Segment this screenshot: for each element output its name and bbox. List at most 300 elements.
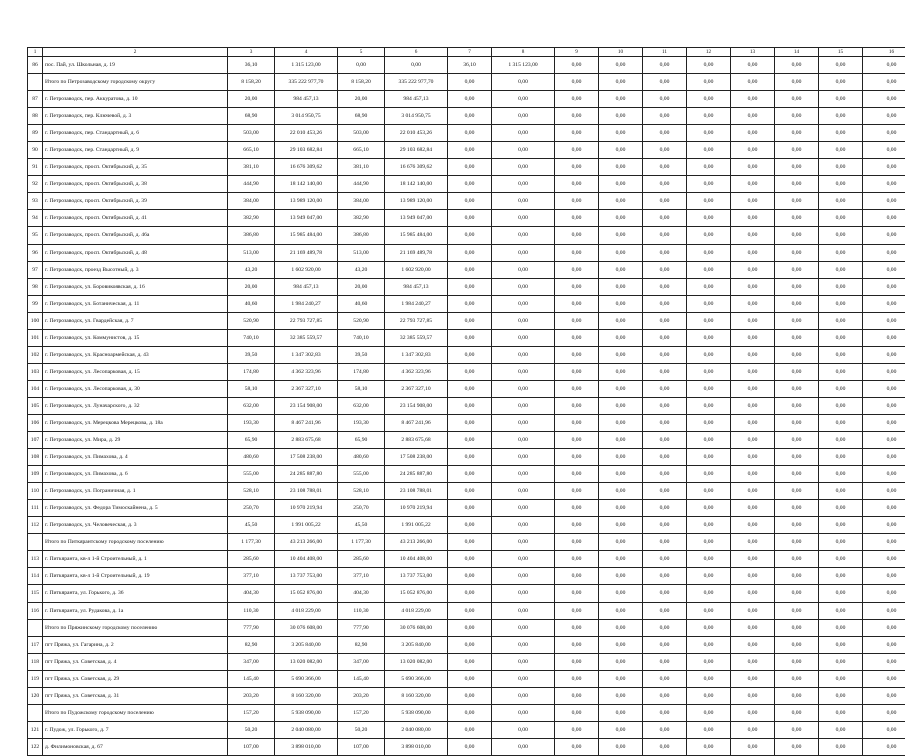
- table-cell: 0,00: [643, 193, 687, 210]
- table-row: [28, 227, 905, 244]
- table-cell: 0,00: [687, 295, 731, 312]
- address-cell: г. Петрозаводск, просп. Октябрьский, д. 39: [43, 193, 228, 210]
- table-cell: 116: [28, 602, 43, 619]
- table-cell: 0,00: [731, 74, 775, 91]
- table-cell: 0,00: [775, 227, 819, 244]
- table-cell: 0,00: [492, 466, 555, 483]
- table-cell: 30 076 608,00: [275, 619, 338, 636]
- table-cell: 503,00: [228, 125, 275, 142]
- table-cell: 520,90: [228, 312, 275, 329]
- table-cell: 3 898 010,00: [275, 738, 338, 755]
- table-row: [28, 432, 905, 449]
- table-cell: 0,00: [599, 483, 643, 500]
- table-cell: 0,00: [599, 261, 643, 278]
- table-cell: 4 362 323,96: [275, 363, 338, 380]
- table-cell: 0,00: [492, 108, 555, 125]
- table-cell: 0,00: [555, 534, 599, 551]
- table-cell: 0,00: [687, 329, 731, 346]
- table-cell: 0,00: [775, 210, 819, 227]
- table-cell: 665,10: [228, 142, 275, 159]
- table-cell: 0,00: [555, 261, 599, 278]
- table-cell: 0,00: [643, 380, 687, 397]
- table-cell: 0,00: [819, 244, 863, 261]
- address-cell: пгт Пряжа, ул. Советская, д. 31: [43, 687, 228, 704]
- table-cell: 18 142 140,00: [385, 176, 448, 193]
- table-cell: 777,90: [228, 619, 275, 636]
- table-cell: 5 938 090,00: [385, 704, 448, 721]
- table-cell: 0,00: [492, 602, 555, 619]
- table-cell: 0,00: [555, 432, 599, 449]
- table-cell: 0,00: [731, 57, 775, 74]
- table-cell: 29 103 682,84: [385, 142, 448, 159]
- table-cell: 0,00: [687, 687, 731, 704]
- table-cell: 0,00: [775, 585, 819, 602]
- table-cell: 0,00: [863, 636, 905, 653]
- table-cell: 0,00: [448, 363, 492, 380]
- table-cell: 0,00: [731, 125, 775, 142]
- address-cell: г. Петрозаводск, просп. Октябрьский, д. 38: [43, 176, 228, 193]
- table-cell: 0,00: [492, 227, 555, 244]
- table-cell: 0,00: [492, 483, 555, 500]
- table-cell: 0,00: [448, 295, 492, 312]
- table-cell: 23 108 788,01: [275, 483, 338, 500]
- table-cell: 16 676 309,62: [385, 159, 448, 176]
- table-cell: 8 160 320,00: [275, 687, 338, 704]
- table-cell: 113: [28, 551, 43, 568]
- table-cell: 13 020 082,00: [275, 653, 338, 670]
- table-cell: 0,00: [599, 363, 643, 380]
- table-cell: 0,00: [731, 483, 775, 500]
- table-cell: 0,00: [819, 91, 863, 108]
- table-cell: 0,00: [687, 653, 731, 670]
- table-cell: 0,00: [863, 176, 905, 193]
- table-cell: 0,00: [448, 380, 492, 397]
- table-cell: 0,00: [643, 278, 687, 295]
- table-cell: 0,00: [819, 534, 863, 551]
- table-cell: 384,00: [338, 193, 385, 210]
- table-cell: 8 158,20: [338, 74, 385, 91]
- table-cell: 0,00: [643, 91, 687, 108]
- table-cell: 0,00: [599, 636, 643, 653]
- table-cell: 0,00: [643, 125, 687, 142]
- table-cell: 0,00: [863, 432, 905, 449]
- table-cell: 1 177,30: [338, 534, 385, 551]
- table-cell: 0,00: [687, 193, 731, 210]
- table-cell: 36,10: [448, 57, 492, 74]
- table-cell: 0,00: [775, 738, 819, 755]
- table-cell: 382,90: [228, 210, 275, 227]
- address-cell: г. Петрозаводск, пер. Аккуратова, д. 10: [43, 91, 228, 108]
- table-cell: 106: [28, 414, 43, 431]
- table-cell: 0,00: [492, 125, 555, 142]
- table-cell: 0,00: [555, 329, 599, 346]
- table-cell: 0,00: [643, 687, 687, 704]
- table-cell: 0,00: [687, 312, 731, 329]
- table-cell: 10 970 219,94: [275, 500, 338, 517]
- table-cell: 105: [28, 397, 43, 414]
- table-row: [28, 414, 905, 431]
- table-cell: 0,00: [687, 449, 731, 466]
- table-cell: 107: [28, 432, 43, 449]
- table-cell: 0,00: [448, 159, 492, 176]
- table-row: [28, 738, 905, 755]
- table-cell: 0,00: [555, 108, 599, 125]
- table-cell: 0,00: [448, 142, 492, 159]
- table-cell: 17 508 238,00: [275, 449, 338, 466]
- table-cell: 0,00: [643, 432, 687, 449]
- table-cell: 0,00: [731, 108, 775, 125]
- table-cell: 110,30: [338, 602, 385, 619]
- table-cell: 0,00: [863, 721, 905, 738]
- table-cell: 0,00: [555, 551, 599, 568]
- table-row: [28, 551, 905, 568]
- table-cell: 1 347 302,83: [385, 346, 448, 363]
- table-cell: [28, 704, 43, 721]
- table-cell: 0,00: [819, 210, 863, 227]
- table-cell: 110: [28, 483, 43, 500]
- table-row: [28, 380, 905, 397]
- table-cell: 0,00: [775, 57, 819, 74]
- column-number: 12: [687, 48, 731, 57]
- table-cell: 0,00: [448, 738, 492, 755]
- table-cell: 0,00: [599, 210, 643, 227]
- table-cell: 98: [28, 278, 43, 295]
- table-cell: 0,00: [643, 108, 687, 125]
- column-number: 3: [228, 48, 275, 57]
- table-cell: 114: [28, 568, 43, 585]
- table-cell: 0,00: [731, 193, 775, 210]
- address-cell: г. Петрозаводск, ул. Мира, д. 29: [43, 432, 228, 449]
- table-cell: 0,00: [775, 466, 819, 483]
- table-cell: 0,00: [775, 483, 819, 500]
- table-cell: 0,00: [555, 125, 599, 142]
- table-cell: 0,00: [731, 329, 775, 346]
- table-cell: 30 076 608,00: [385, 619, 448, 636]
- table-cell: 0,00: [643, 414, 687, 431]
- address-cell: пгт Пряжа, ул. Гагарина, д. 2: [43, 636, 228, 653]
- table-cell: 0,00: [492, 738, 555, 755]
- table-cell: 92: [28, 176, 43, 193]
- table-cell: 2 883 675,68: [385, 432, 448, 449]
- table-cell: 377,10: [338, 568, 385, 585]
- table-cell: 632,00: [228, 397, 275, 414]
- table-cell: 384,00: [228, 193, 275, 210]
- column-number: 9: [555, 48, 599, 57]
- table-cell: 0,00: [599, 397, 643, 414]
- column-number: 2: [43, 48, 228, 57]
- table-cell: 0,00: [731, 159, 775, 176]
- table-cell: 0,00: [863, 74, 905, 91]
- table-cell: 0,00: [492, 534, 555, 551]
- table-cell: 0,00: [863, 227, 905, 244]
- table-cell: 0,00: [599, 500, 643, 517]
- table-cell: 0,00: [731, 91, 775, 108]
- table-cell: 0,00: [775, 176, 819, 193]
- table-cell: 0,00: [448, 397, 492, 414]
- table-cell: 3 014 950,75: [385, 108, 448, 125]
- table-cell: 8 160 320,00: [385, 687, 448, 704]
- table-cell: 0,00: [819, 551, 863, 568]
- table-cell: 0,00: [492, 380, 555, 397]
- table-cell: 386,80: [338, 227, 385, 244]
- table-cell: 0,00: [643, 329, 687, 346]
- table-cell: 0,00: [775, 125, 819, 142]
- table-cell: 0,00: [448, 449, 492, 466]
- table-cell: 0,00: [555, 193, 599, 210]
- table-cell: 528,10: [338, 483, 385, 500]
- table-cell: 0,00: [492, 721, 555, 738]
- table-cell: 45,50: [228, 517, 275, 534]
- address-cell: г. Петрозаводск, просп. Октябрьский, д. 41: [43, 210, 228, 227]
- table-cell: 0,00: [492, 397, 555, 414]
- address-cell: д. Филимоновская, д. 67: [43, 738, 228, 755]
- table-cell: 0,00: [775, 244, 819, 261]
- table-cell: 0,00: [731, 585, 775, 602]
- table-cell: 0,00: [448, 653, 492, 670]
- table-cell: 0,00: [687, 125, 731, 142]
- table-cell: 0,00: [492, 568, 555, 585]
- table-cell: 0,00: [448, 687, 492, 704]
- table-cell: 5 690 366,00: [275, 670, 338, 687]
- address-cell: г. Петрозаводск, ул. Луначарского, д. 32: [43, 397, 228, 414]
- table-cell: 0,00: [819, 636, 863, 653]
- table-cell: 0,00: [492, 159, 555, 176]
- table-cell: 0,00: [819, 466, 863, 483]
- table-cell: 984 457,13: [275, 91, 338, 108]
- table-cell: 0,00: [555, 397, 599, 414]
- table-cell: 3 014 950,75: [275, 108, 338, 125]
- table-cell: 24 285 887,80: [275, 466, 338, 483]
- table-cell: 0,00: [492, 74, 555, 91]
- table-cell: 0,00: [492, 653, 555, 670]
- table-cell: 0,00: [819, 653, 863, 670]
- table-cell: 347,00: [338, 653, 385, 670]
- table-cell: 0,00: [863, 329, 905, 346]
- table-cell: 0,00: [643, 159, 687, 176]
- table-cell: 16 676 309,62: [275, 159, 338, 176]
- table-cell: 21 169 489,78: [385, 244, 448, 261]
- table-cell: 0,00: [643, 74, 687, 91]
- table-cell: 0,00: [687, 397, 731, 414]
- table-cell: 0,00: [448, 74, 492, 91]
- table-cell: 0,00: [448, 704, 492, 721]
- table-cell: 0,00: [687, 568, 731, 585]
- table-cell: 109: [28, 466, 43, 483]
- table-row: [28, 91, 905, 108]
- address-cell: г. Петрозаводск, просп. Октябрьский, д. 35: [43, 159, 228, 176]
- total-row: [28, 619, 905, 636]
- table-cell: 0,00: [731, 380, 775, 397]
- address-cell: г. Петрозаводск, просп. Октябрьский, д. 48: [43, 244, 228, 261]
- table-cell: 174,80: [338, 363, 385, 380]
- table-cell: 20,00: [228, 278, 275, 295]
- table-cell: 68,90: [338, 108, 385, 125]
- table-cell: 0,00: [643, 346, 687, 363]
- table-cell: 21 169 489,78: [275, 244, 338, 261]
- table-cell: 0,00: [492, 670, 555, 687]
- table-cell: 0,00: [643, 517, 687, 534]
- address-cell: г. Петрозаводск, пер. Ключевой, д. 3: [43, 108, 228, 125]
- table-cell: 39,50: [338, 346, 385, 363]
- table-cell: 0,00: [492, 244, 555, 261]
- table-cell: 0,00: [775, 346, 819, 363]
- table-cell: 0,00: [448, 346, 492, 363]
- table-cell: 381,10: [338, 159, 385, 176]
- table-cell: 0,00: [448, 432, 492, 449]
- table-row: [28, 483, 905, 500]
- table-cell: 444,90: [338, 176, 385, 193]
- table-cell: 0,00: [819, 721, 863, 738]
- table-cell: 0,00: [819, 227, 863, 244]
- table-cell: 0,00: [555, 57, 599, 74]
- table-cell: 0,00: [599, 687, 643, 704]
- table-cell: 0,00: [687, 602, 731, 619]
- table-cell: 122: [28, 738, 43, 755]
- table-cell: 18 142 140,00: [275, 176, 338, 193]
- table-cell: 3 898 010,00: [385, 738, 448, 755]
- table-cell: 13 989 120,00: [385, 193, 448, 210]
- table-row: [28, 397, 905, 414]
- table-cell: 0,00: [819, 159, 863, 176]
- table-cell: 0,00: [643, 449, 687, 466]
- address-cell: г. Питкяранта, кв-л 1-й Строительный, д. 19: [43, 568, 228, 585]
- table-cell: 0,00: [863, 704, 905, 721]
- address-cell: г. Петрозаводск, ул. Пимахова, д. 6: [43, 466, 228, 483]
- table-cell: 0,00: [599, 108, 643, 125]
- table-cell: 0,00: [492, 414, 555, 431]
- table-cell: 0,00: [731, 517, 775, 534]
- table-cell: 0,00: [643, 244, 687, 261]
- table-cell: 0,00: [448, 261, 492, 278]
- address-cell: г. Петрозаводск, ул. Пимахова, д. 4: [43, 449, 228, 466]
- table-cell: 0,00: [492, 432, 555, 449]
- table-cell: 0,00: [643, 261, 687, 278]
- table-cell: 0,00: [492, 585, 555, 602]
- table-cell: 0,00: [863, 653, 905, 670]
- table-cell: 0,00: [555, 159, 599, 176]
- table-cell: 93: [28, 193, 43, 210]
- table-cell: 0,00: [555, 176, 599, 193]
- table-cell: 0,00: [599, 517, 643, 534]
- table-cell: 0,00: [448, 602, 492, 619]
- table-cell: 0,00: [863, 363, 905, 380]
- table-cell: 0,00: [492, 500, 555, 517]
- table-cell: 0,00: [863, 602, 905, 619]
- table-cell: 0,00: [775, 517, 819, 534]
- table-cell: 8 158,20: [228, 74, 275, 91]
- table-cell: 193,30: [228, 414, 275, 431]
- column-number: 11: [643, 48, 687, 57]
- table-cell: 0,00: [492, 551, 555, 568]
- table-cell: 97: [28, 261, 43, 278]
- table-cell: 0,00: [599, 602, 643, 619]
- table-cell: 0,00: [819, 193, 863, 210]
- table-cell: 0,00: [643, 619, 687, 636]
- table-row: [28, 363, 905, 380]
- table-cell: 0,00: [492, 193, 555, 210]
- table-cell: 0,00: [775, 721, 819, 738]
- table-cell: 0,00: [863, 568, 905, 585]
- table-cell: 0,00: [687, 500, 731, 517]
- table-cell: 0,00: [643, 670, 687, 687]
- table-cell: 0,00: [385, 57, 448, 74]
- address-cell: г. Петрозаводск, ул. Коммунистов, д. 15: [43, 329, 228, 346]
- table-row: [28, 346, 905, 363]
- table-cell: 1 177,30: [228, 534, 275, 551]
- table-cell: 0,00: [731, 432, 775, 449]
- table-cell: 0,00: [863, 159, 905, 176]
- table-cell: 0,00: [492, 619, 555, 636]
- table-cell: 250,70: [228, 500, 275, 517]
- table-cell: 0,00: [775, 636, 819, 653]
- table-cell: 0,00: [687, 738, 731, 755]
- table-cell: 503,00: [338, 125, 385, 142]
- table-cell: 0,00: [599, 346, 643, 363]
- table-cell: 22 793 727,85: [385, 312, 448, 329]
- table-cell: 0,00: [599, 227, 643, 244]
- table-cell: 0,00: [448, 312, 492, 329]
- table-row: [28, 329, 905, 346]
- table-cell: 110,30: [228, 602, 275, 619]
- address-cell: г. Петрозаводск, просп. Октябрьский, д. 46а: [43, 227, 228, 244]
- table-cell: 4 362 323,96: [385, 363, 448, 380]
- table-cell: 95: [28, 227, 43, 244]
- table-body: [28, 48, 905, 756]
- table-cell: 22 010 453,26: [385, 125, 448, 142]
- table-cell: 0,00: [599, 380, 643, 397]
- table-cell: 20,00: [338, 278, 385, 295]
- table-cell: 10 404 408,00: [275, 551, 338, 568]
- table-cell: 23 108 788,01: [385, 483, 448, 500]
- table-cell: 0,00: [819, 619, 863, 636]
- table-cell: 0,00: [731, 295, 775, 312]
- table-cell: 0,00: [555, 738, 599, 755]
- address-cell: Итого по Пудожскому городскому поселению: [43, 704, 228, 721]
- table-cell: 0,00: [775, 397, 819, 414]
- table-cell: 193,30: [338, 414, 385, 431]
- table-row: [28, 193, 905, 210]
- table-cell: 0,00: [643, 585, 687, 602]
- table-cell: 0,00: [775, 363, 819, 380]
- table-cell: 0,00: [731, 449, 775, 466]
- table-cell: 0,00: [687, 380, 731, 397]
- table-cell: 984 457,13: [275, 278, 338, 295]
- table-cell: 0,00: [687, 91, 731, 108]
- table-cell: 0,00: [819, 380, 863, 397]
- table-cell: 0,00: [819, 738, 863, 755]
- table-row: [28, 312, 905, 329]
- table-cell: 0,00: [775, 432, 819, 449]
- table-cell: 157,20: [228, 704, 275, 721]
- table-row: [28, 602, 905, 619]
- table-cell: 58,10: [228, 380, 275, 397]
- table-cell: 377,10: [228, 568, 275, 585]
- table-cell: 82,90: [338, 636, 385, 653]
- table-cell: 39,50: [228, 346, 275, 363]
- table-cell: 0,00: [731, 534, 775, 551]
- table-cell: 82,90: [228, 636, 275, 653]
- table-cell: 8 467 241,96: [275, 414, 338, 431]
- table-cell: 0,00: [643, 227, 687, 244]
- address-cell: г. Петрозаводск, ул. Гвардейская, д. 7: [43, 312, 228, 329]
- table-cell: 0,00: [863, 278, 905, 295]
- table-cell: 0,00: [819, 346, 863, 363]
- table-row: [28, 721, 905, 738]
- table-cell: 22 010 453,26: [275, 125, 338, 142]
- table-cell: 0,00: [599, 670, 643, 687]
- table-cell: 0,00: [863, 397, 905, 414]
- table-cell: 15 985 484,00: [275, 227, 338, 244]
